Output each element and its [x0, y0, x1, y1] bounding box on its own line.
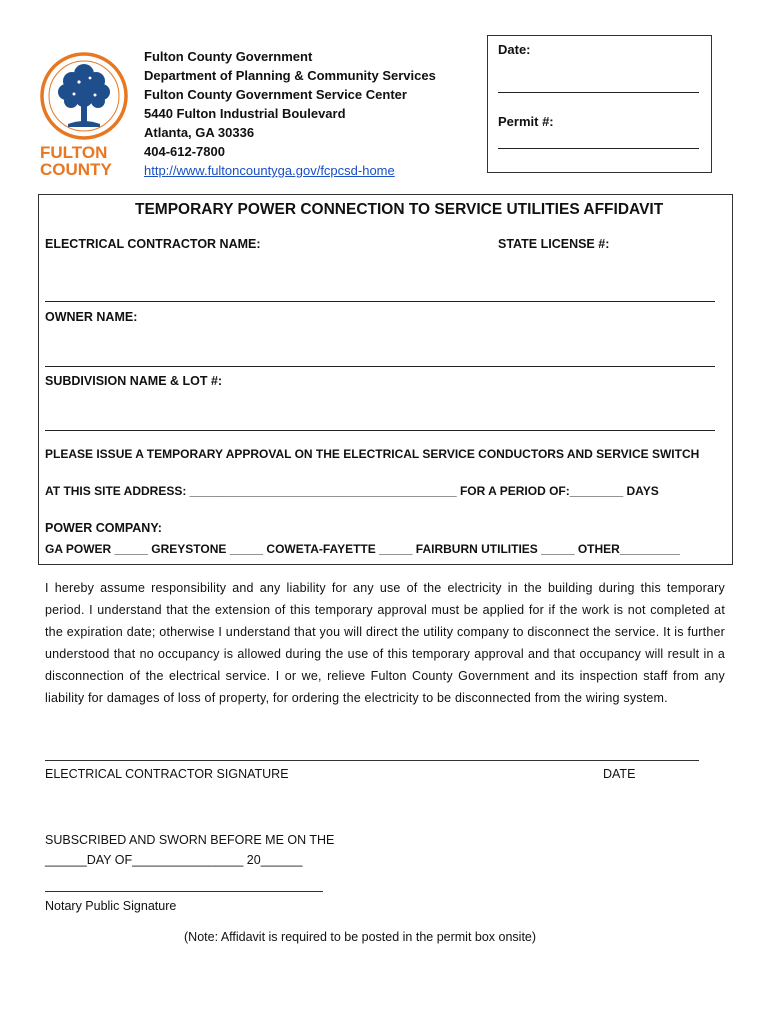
agency-line-2: Department of Planning & Community Services [144, 68, 436, 83]
notary-signature-line[interactable] [45, 891, 323, 892]
logo-word-fulton: FULTON [40, 143, 108, 162]
site-address-period-line: AT THIS SITE ADDRESS: ________________________________________ FOR A PERIOD OF:________ DAYS [45, 484, 659, 498]
agency-line-1: Fulton County Government [144, 49, 313, 64]
tree-seal-icon [38, 48, 130, 148]
state-license-label: STATE LICENSE #: [498, 237, 610, 251]
posting-note: (Note: Affidavit is required to be posted in the permit box onsite) [184, 930, 537, 944]
subdivision-label: SUBDIVISION NAME & LOT #: [45, 374, 223, 388]
contractor-signature-label: ELECTRICAL CONTRACTOR SIGNATURE [45, 767, 289, 781]
notary-signature-label: Notary Public Signature [45, 899, 177, 913]
agency-line-3: Fulton County Government Service Center [144, 87, 407, 102]
agency-line-5: Atlanta, GA 30336 [144, 125, 255, 140]
affidavit-form-box [38, 194, 733, 565]
owner-name-label: OWNER NAME: [45, 310, 138, 324]
logo-word-county: COUNTY [40, 160, 112, 179]
liability-statement: I hereby assume responsibility and any liability for any use of the electricity in the building during this temporary period. I understand that the extension of this temporary approval must be applied for if the work is not completed at the expiration date; otherwise I understand that you will direct the utility company to disconnect the service. It is further understood that no occupancy is allowed during the use of this temporary approval and that occupancy will result in a disconnection of the electrical service. I or we, relieve Fulton County Government and its inspection staff from any liability for damages of loss of property, for ordering the electricity to be disconnected from the wiring system. [45, 581, 725, 705]
date-label: Date: [498, 42, 531, 57]
agency-address-block [144, 47, 436, 180]
subdivision-field-line[interactable] [45, 430, 715, 431]
permit-label: Permit #: [498, 114, 554, 129]
permit-field-line[interactable] [498, 148, 699, 149]
notary-day-line[interactable]: ______DAY OF________________ 20______ [45, 853, 303, 867]
temporary-approval-request: PLEASE ISSUE A TEMPORARY APPROVAL ON THE ELECTRICAL SERVICE CONDUCTORS AND SERVICE SWITCH [45, 447, 700, 461]
date-permit-box [487, 35, 712, 173]
signature-date-label: DATE [603, 767, 636, 781]
power-company-options[interactable]: GA POWER _____ GREYSTONE _____ COWETA-FAYETTE _____ FAIRBURN UTILITIES _____ OTHER_________ [45, 542, 680, 556]
agency-line-4: 5440 Fulton Industrial Boulevard [144, 106, 346, 121]
contractor-name-label: ELECTRICAL CONTRACTOR NAME: [45, 237, 261, 251]
agency-phone: 404-612-7800 [144, 144, 225, 159]
contractor-name-field-line[interactable] [45, 301, 715, 302]
owner-name-field-line[interactable] [45, 366, 715, 367]
sworn-before-me-text: SUBSCRIBED AND SWORN BEFORE ME ON THE [45, 833, 335, 847]
agency-website-link[interactable]: http://www.fultoncountyga.gov/fcpcsd-home [144, 163, 395, 178]
date-field-line[interactable] [498, 92, 699, 93]
form-title: TEMPORARY POWER CONNECTION TO SERVICE UTILITIES AFFIDAVIT [135, 201, 664, 218]
fulton-county-logo [38, 48, 130, 180]
signature-line[interactable] [45, 760, 699, 761]
power-company-label: POWER COMPANY: [45, 521, 162, 535]
